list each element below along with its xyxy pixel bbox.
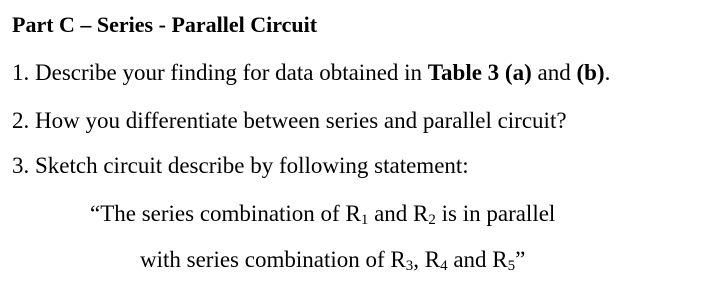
statement-line-2-end: ” xyxy=(515,247,526,272)
statement-line-1-start: “The series combination of R xyxy=(90,201,361,226)
question-1-table-ref-b: (b) xyxy=(576,60,605,85)
r4-subscript: 4 xyxy=(440,258,448,274)
question-1-table-ref: Table 3 (a) xyxy=(427,60,532,85)
section-title: Part C – Series - Parallel Circuit xyxy=(12,12,318,37)
statement-line-1-end: is in parallel xyxy=(435,201,556,226)
r2-subscript: 2 xyxy=(428,212,436,228)
statement-line-2 xyxy=(140,246,525,274)
statement-line-2-start: with series combination of R xyxy=(140,247,406,272)
r5-subscript: 5 xyxy=(507,258,516,274)
r3-subscript: 3 xyxy=(405,258,414,274)
question-3 xyxy=(12,152,469,180)
statement-line-2-mid-1: , R xyxy=(413,247,441,272)
question-3-text: Sketch circuit describe by following statement: xyxy=(35,153,469,178)
question-1-text: Describe your finding for data obtained in xyxy=(35,60,423,85)
statement-line-1 xyxy=(90,200,555,228)
question-2-text: How you differentiate between series and parallel circuit? xyxy=(35,108,567,133)
question-1-number: 1. xyxy=(12,60,30,85)
question-2-number: 2. xyxy=(12,108,30,133)
question-1-and: and xyxy=(537,60,571,85)
r1-subscript: 1 xyxy=(360,212,369,228)
question-1 xyxy=(12,59,610,87)
question-3-number: 3. xyxy=(12,153,30,178)
question-2 xyxy=(12,107,567,135)
statement-line-2-mid-2: and R xyxy=(447,247,508,272)
statement-line-1-mid: and R xyxy=(368,201,429,226)
question-1-period: . xyxy=(604,60,611,85)
